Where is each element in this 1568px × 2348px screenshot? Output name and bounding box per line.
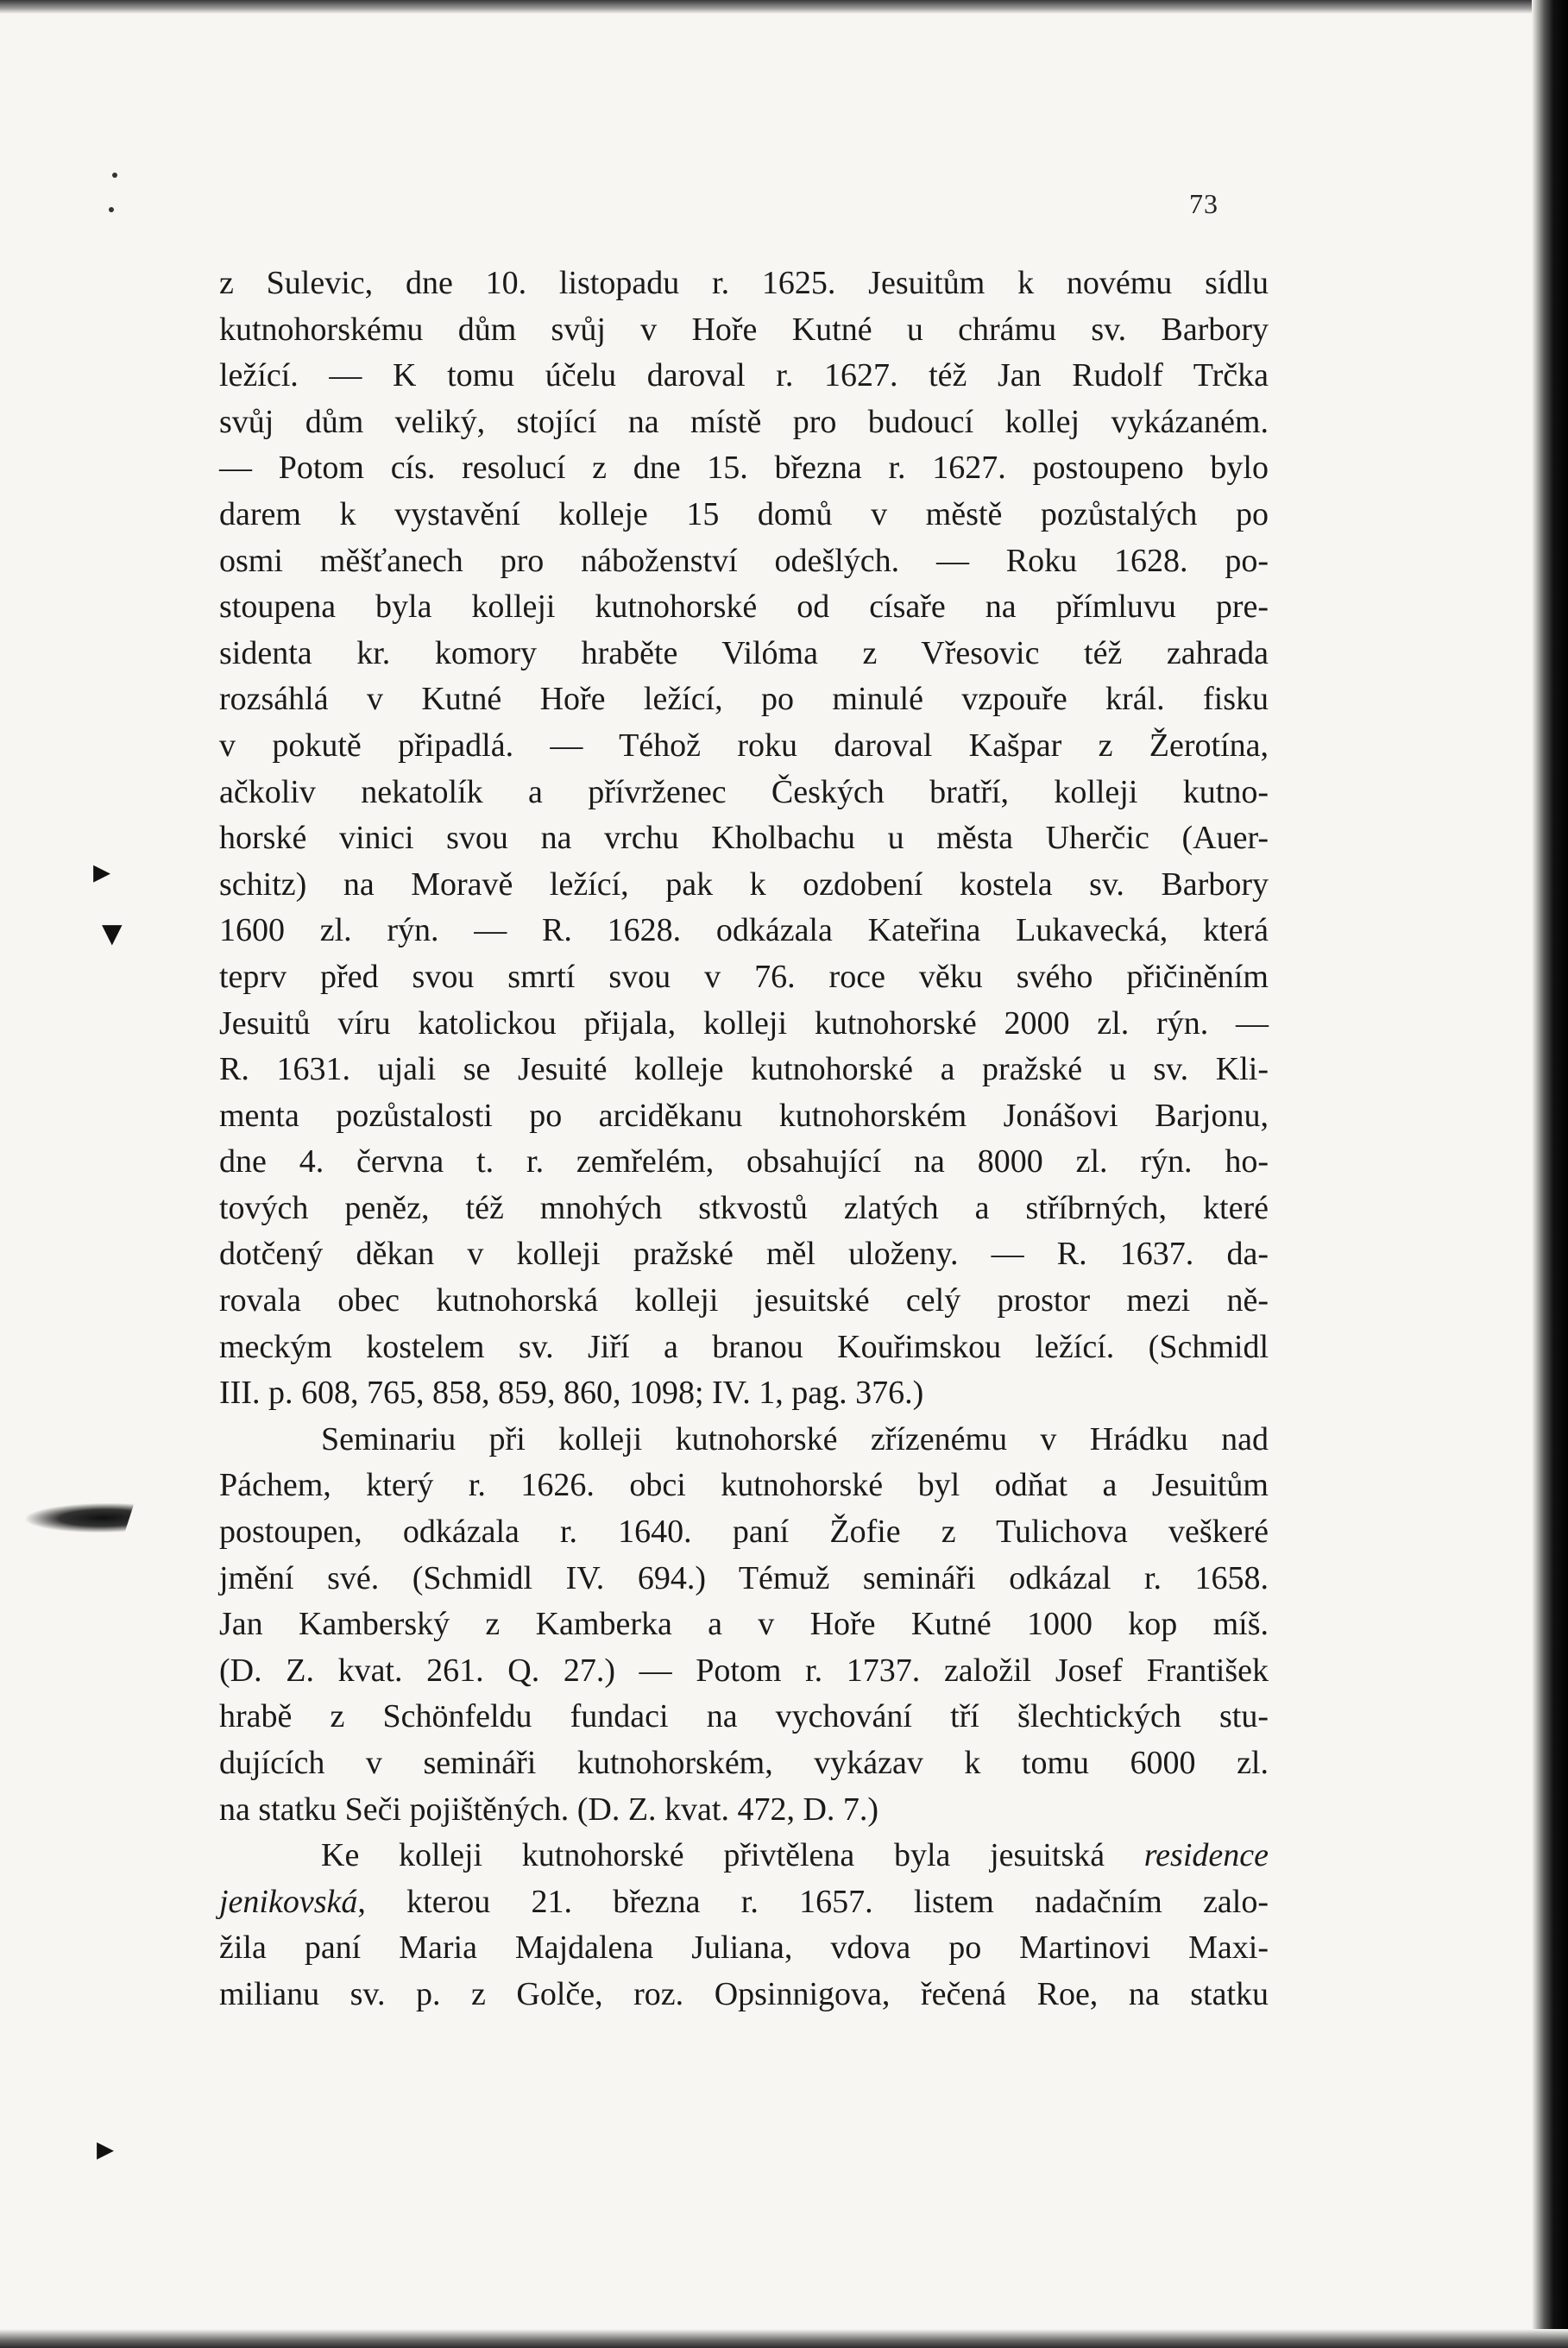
italic-term: residence (1143, 1837, 1269, 1874)
text-line (219, 1879, 1269, 1926)
text-line: jmění své. (Schmidl IV. 694.) Témuž semináři odkázal r. 1658. (219, 1559, 1269, 1596)
margin-ink-blot (21, 1503, 134, 1533)
text-line: teprv před svou smrtí svou v 76. roce věku svého přičiněním (219, 958, 1269, 995)
text-line: Seminariu při kolleji kutnohorské zřízenému v Hrádku nad (321, 1420, 1269, 1457)
page-number: 73 (1189, 188, 1219, 219)
text-line: sidenta kr. komory hraběte Vilóma z Vřesovic též zahrada (219, 634, 1269, 671)
paragraph (219, 1417, 1269, 1833)
text-line (219, 1833, 1269, 1879)
scan-right-edge (1532, 0, 1568, 2348)
text-line: na statku Seči pojištěných. (D. Z. kvat. 472, D. 7.) (219, 1791, 879, 1828)
text-run: , kterou 21. března r. 1657. listem nadačním zalo- (357, 1883, 1269, 1920)
text-line: — Potom cís. resolucí z dne 15. března r. 1627. postoupeno bylo (219, 450, 1269, 487)
text-line: meckým kostelem sv. Jiří a branou Kouřimskou ležící. (Schmidl (219, 1328, 1269, 1365)
italic-term: jenikovská (219, 1883, 358, 1920)
text-line: ačkoliv nekatolík a přívrženec Českých bratří, kolleji kutno- (219, 773, 1269, 810)
margin-arrow-mark: ▸ (97, 2129, 115, 2168)
text-line: milianu sv. p. z Golče, roz. Opsinnigova, řečená Roe, na statku (219, 1975, 1269, 2012)
text-line: hrabě z Schönfeldu fundaci na vychování tří šlechtických stu- (219, 1698, 1269, 1735)
text-line: III. p. 608, 765, 858, 859, 860, 1098; IV. 1, pag. 376.) (219, 1375, 924, 1412)
text-line: kutnohorskému dům svůj v Hoře Kutné u chrámu sv. Barbory (219, 311, 1269, 348)
margin-arrow-mark: ▼ (95, 914, 129, 953)
text-line: rovala obec kutnohorská kolleji jesuitské celý prostor mezi ně- (219, 1282, 1269, 1319)
text-line: darem k vystavění kolleje 15 domů v městě pozůstalých po (219, 495, 1269, 532)
text-line: žila paní Maria Majdalena Juliana, vdova po Martinovi Maxi- (219, 1929, 1269, 1967)
text-line: menta pozůstalosti po arciděkanu kutnohorském Jonášovi Barjonu, (219, 1097, 1269, 1134)
margin-speck (109, 207, 114, 212)
text-line: z Sulevic, dne 10. listopadu r. 1625. Jesuitům k novému sídlu (219, 265, 1269, 301)
text-line: Jan Kamberský z Kamberka a v Hoře Kutné 1000 kop míš. (219, 1606, 1269, 1643)
text-line: schitz) na Moravě ležící, pak k ozdobení kostela sv. Barbory (219, 866, 1269, 903)
text-line: rozsáhlá v Kutné Hoře ležící, po minulé vzpouře král. fisku (219, 681, 1269, 718)
margin-arrow-mark: ▸ (93, 852, 111, 891)
text-line: dne 4. června t. r. zemřelém, obsahující na 8000 zl. rýn. ho- (219, 1143, 1269, 1180)
body-text (219, 261, 1269, 2018)
text-line: stoupena byla kolleji kutnohorské od císaře na přímluvu pre- (219, 589, 1269, 626)
text-line: tových peněz, též mnohých stkvostů zlatých a stříbrných, které (219, 1189, 1269, 1226)
text-line: ležící. — K tomu účelu daroval r. 1627. též Jan Rudolf Trčka (219, 357, 1269, 394)
text-line: v pokutě připadlá. — Téhož roku daroval Kašpar z Žerotína, (219, 727, 1269, 764)
text-line: svůj dům veliký, stojící na místě pro budoucí kollej vykázaném. (219, 403, 1269, 440)
text-line: R. 1631. ujali se Jesuité kolleje kutnohorské a pražské u sv. Kli- (219, 1051, 1269, 1088)
text-line: dotčený děkan v kolleji pražské měl uloženy. — R. 1637. da- (219, 1236, 1269, 1273)
text-line: postoupen, odkázala r. 1640. paní Žofie z Tulichova veškeré (219, 1514, 1269, 1551)
text-line: dujících v semináři kutnohorském, vykázav k tomu 6000 zl. (219, 1745, 1269, 1781)
scan-bottom-edge (0, 2329, 1568, 2348)
text-run: Ke kolleji kutnohorské přivtělena byla jesuitská (321, 1837, 1144, 1874)
paragraph (219, 261, 1269, 1417)
text-line: (D. Z. kvat. 261. Q. 27.) — Potom r. 1737. založil Josef František (219, 1652, 1269, 1689)
text-line: osmi měšťanech pro náboženství odešlých. — Roku 1628. po- (219, 542, 1269, 579)
paragraph (219, 1833, 1269, 2018)
text-line: horské vinici svou na vrchu Kholbachu u města Uherčic (Auer- (219, 820, 1269, 857)
scan-top-edge (0, 0, 1568, 14)
margin-speck (112, 173, 117, 178)
text-line: Jesuitů víru katolickou přijala, kolleji kutnohorské 2000 zl. rýn. — (219, 1004, 1269, 1042)
text-line: 1600 zl. rýn. — R. 1628. odkázala Kateřina Lukavecká, která (219, 912, 1269, 949)
text-line: Páchem, který r. 1626. obci kutnohorské byl odňat a Jesuitům (219, 1467, 1269, 1504)
